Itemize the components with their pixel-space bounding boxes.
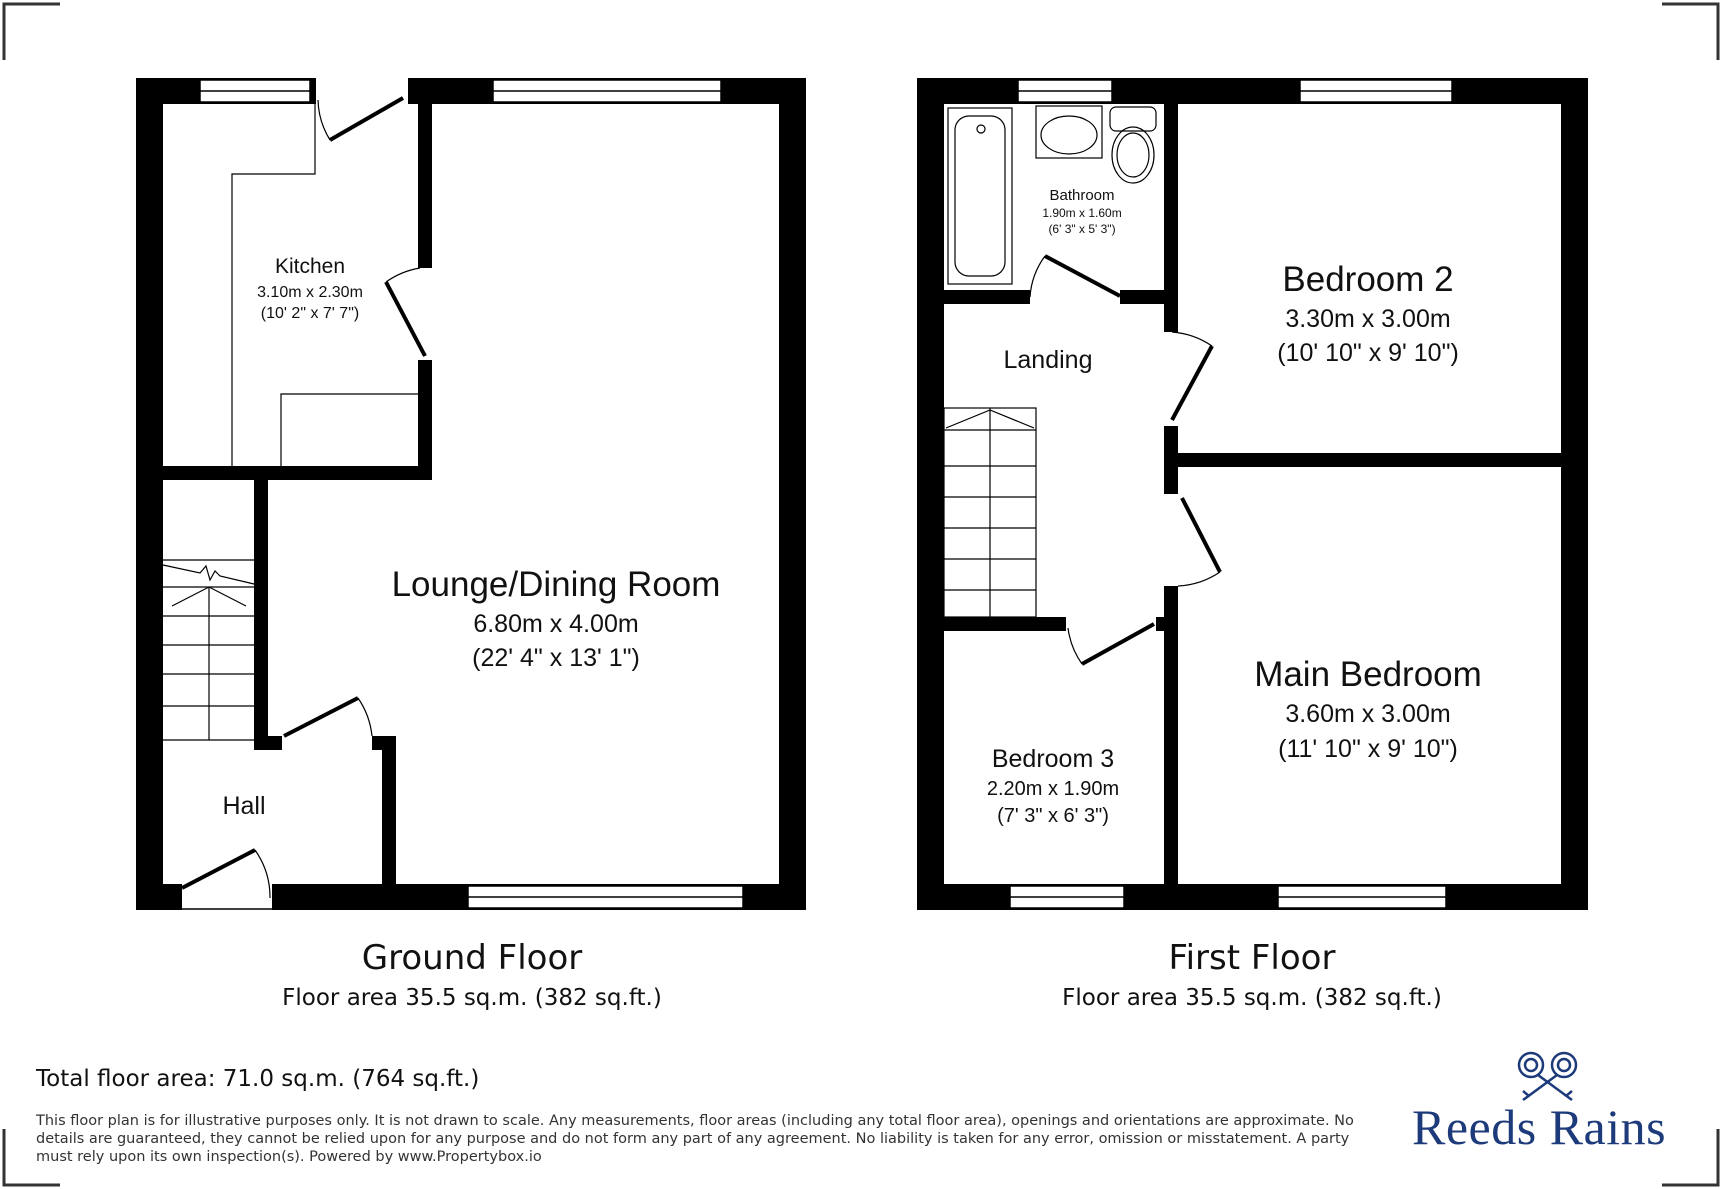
disclaimer-text: This floor plan is for illustrative purposes only. It is not drawn to scale. Any measurements, floor areas (including any total floor area), openings and orientations are approximate. No details are guaranteed, they cannot be relied upon for any purpose and do not form any part of any agreement. No liability is taken for any error, omission or misstatement. A party must rely upon its own inspection(s). Powered by www.Propertybox.io — [36, 1113, 1354, 1165]
lounge-label — [392, 565, 721, 672]
hall-name: Hall — [222, 792, 266, 820]
main-bedroom-name: Main Bedroom — [1254, 655, 1482, 694]
main-bedroom-metric: 3.60m x 3.00m — [1285, 700, 1451, 728]
kitchen-name: Kitchen — [274, 255, 346, 278]
lounge-name: Lounge/Dining Room — [391, 565, 721, 604]
landing-name: Landing — [1003, 346, 1093, 374]
bedroom3-imperial: (7' 3" x 6' 3") — [997, 805, 1109, 827]
main-bedroom-label — [1254, 655, 1482, 763]
bathroom-metric: 1.90m x 1.60m — [1042, 206, 1122, 220]
kitchen-label — [257, 255, 363, 322]
bedroom3-metric: 2.20m x 1.90m — [986, 778, 1120, 800]
first-floor-stairs — [944, 408, 1036, 617]
ground-floor-stairs — [163, 560, 254, 740]
ground-floor-plan — [136, 78, 806, 910]
bathroom-imperial: (6' 3" x 5' 3") — [1048, 222, 1116, 236]
first-floor-plan — [917, 78, 1588, 910]
bedroom3-label — [987, 745, 1119, 827]
bedroom3-name: Bedroom 3 — [991, 745, 1115, 773]
ground-floor-area: Floor area 35.5 sq.m. (382 sq.ft.) — [282, 985, 662, 1011]
total-floor-area: Total floor area: 71.0 sq.m. (764 sq.ft.) — [36, 1066, 480, 1092]
bathroom-name: Bathroom — [1049, 187, 1115, 204]
kitchen-imperial: (10' 2" x 7' 7") — [260, 305, 360, 322]
crossed-keys-logo-icon — [1519, 1053, 1576, 1100]
lounge-metric: 6.80m x 4.00m — [473, 610, 639, 638]
kitchen-metric: 3.10m x 2.30m — [257, 284, 363, 301]
bedroom2-name: Bedroom 2 — [1282, 260, 1454, 299]
bedroom2-imperial: (10' 10" x 9' 10") — [1277, 339, 1459, 367]
ground-floor-title: Ground Floor — [361, 938, 583, 978]
first-floor-area: Floor area 35.5 sq.m. (382 sq.ft.) — [1062, 985, 1442, 1011]
bedroom2-metric: 3.30m x 3.00m — [1285, 305, 1451, 333]
bedroom2-label — [1277, 260, 1459, 367]
bathroom-label — [1042, 187, 1121, 236]
first-floor-title: First Floor — [1168, 938, 1336, 978]
main-bedroom-imperial: (11' 10" x 9' 10") — [1278, 735, 1458, 763]
ground-floor-walls — [136, 78, 806, 910]
lounge-imperial: (22' 4" x 13' 1") — [472, 644, 640, 672]
brand-logo-text: Reeds Rains — [1412, 1099, 1667, 1155]
